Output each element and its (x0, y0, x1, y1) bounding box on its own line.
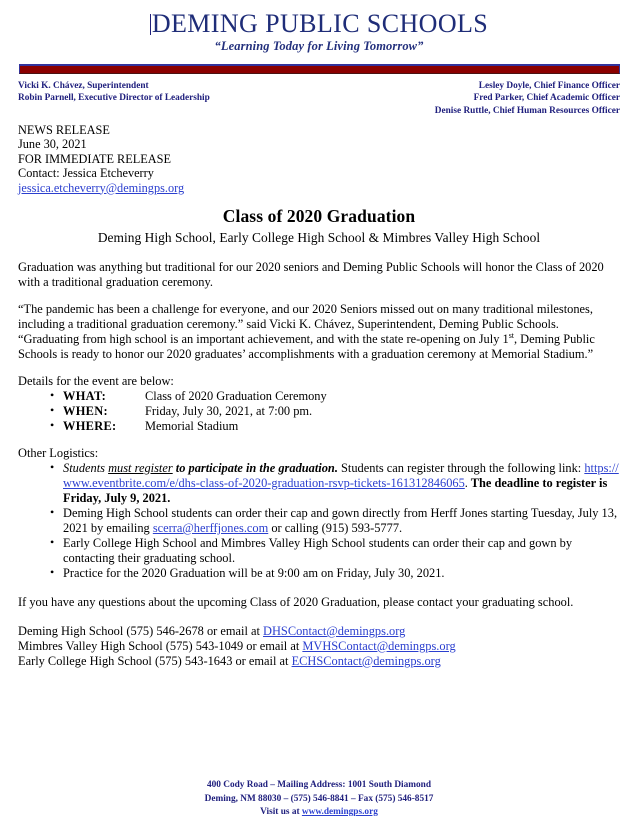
details-intro: Details for the event are below: (18, 373, 174, 388)
page-title: Class of 2020 Graduation (222, 205, 416, 226)
list-item: • Practice for the 2020 Graduation will be at 9:00 am on Friday, July 30, 2021. (50, 566, 620, 581)
list-item: • Early College High School and Mimbres Valley High School students can order their cap and gown by contacting their graduating school. (50, 536, 620, 566)
detail-key-where: • WHERE: (63, 418, 117, 433)
text-caret-icon (150, 14, 151, 35)
news-release-label: NEWS RELEASE (18, 123, 110, 137)
contact-line-dhs (18, 624, 620, 639)
echs-contact-email-link[interactable]: ECHSContact@demingps.org (291, 653, 441, 668)
page-subtitle: Deming High School, Early College High School & Mimbres Valley High School (97, 229, 541, 245)
detail-value-when: Friday, July 30, 2021, at 7:00 pm. (145, 403, 313, 418)
detail-value-where: Memorial Stadium (145, 418, 239, 433)
register-emphasis-underline: must register (108, 460, 173, 475)
footer-address-line-2: Deming, NM 88030 – (575) 546-8841 – Fax (575) 546-8517 (204, 793, 434, 804)
register-emphasis-tail: to participate in the graduation. (172, 460, 338, 475)
letterhead (0, 0, 638, 54)
quote-paragraph (18, 302, 620, 362)
release-contact-email-link[interactable]: jessica.etcheverry@demingps.org (18, 180, 185, 195)
detail-value-what: Class of 2020 Graduation Ceremony (145, 388, 327, 403)
school-contacts-list (18, 624, 620, 669)
contact-line-mvhs (18, 639, 620, 654)
contact-prefix-dhs: Deming High School (575) 546-2678 or email at (18, 623, 264, 638)
list-item (50, 461, 620, 506)
contact-line-echs (18, 654, 620, 669)
mvhs-contact-email-link[interactable]: MVHSContact@demingps.org (302, 638, 456, 653)
document-body (0, 123, 638, 669)
footer-visit-line (0, 806, 638, 819)
header-divider-bar (19, 64, 620, 74)
logistics-intro: Other Logistics: (18, 445, 99, 460)
officers-left-column (18, 80, 210, 118)
district-website-link[interactable]: www.demingps.org (301, 806, 378, 817)
release-meta (18, 123, 620, 195)
other-logistics-list (18, 461, 620, 581)
officer-exec-director-leadership: Robin Parnell, Executive Director of Leadership (18, 93, 210, 104)
organization-tagline: “Learning Today for Living Tomorrow” (214, 38, 424, 53)
list-item (50, 506, 620, 536)
event-details-list (18, 389, 620, 434)
organization-title-text: DEMING PUBLIC SCHOOLS (151, 9, 489, 38)
organization-title (150, 11, 488, 38)
cap-gown-dhs-text-b: or calling (915) 593-5777. (268, 520, 403, 535)
officer-chief-academic: Fred Parker, Chief Academic Officer (473, 93, 620, 104)
officers-right-column (435, 80, 620, 118)
cap-gown-dhs-text-a: Deming High School students can order their cap and gown directly from Herff Jones starting Tuesday, July 13, 2021 by emailing (63, 505, 618, 535)
list-item (50, 389, 620, 404)
for-immediate-release-label: FOR IMMEDIATE RELEASE (18, 151, 172, 166)
intro-paragraph: Graduation was anything but traditional for our 2020 seniors and Deming Public Schools will honor the Class of 2020 with a traditional graduation ceremony. (18, 259, 604, 289)
contact-prefix-echs: Early College High School (575) 543-1643 or email at (18, 653, 292, 668)
officer-chief-finance: Lesley Doyle, Chief Finance Officer (478, 80, 620, 91)
officer-superintendent: Vicki K. Chávez, Superintendent (18, 80, 149, 91)
eventbrite-registration-link[interactable]: https://www.eventbrite.com/e/dhs-class-of-2020-graduation-rsvp-tickets-161312846065 (63, 460, 619, 490)
quote-part-two: , Deming Public Schools is ready to honor our 2020 graduates’ accomplishments with a graduation ceremony at Memorial Stadium.” (18, 331, 595, 361)
footer-address-line-1: 400 Cody Road – Mailing Address: 1001 South Diamond (206, 780, 432, 791)
quote-part-one: “The pandemic has been a challenge for everyone, and our 2020 Seniors missed out on many traditional milestones, including a traditional graduation ceremony.” said Vicki K. Chávez, Superintendent, Deming Public Schools. “Graduating from high school is an important achievement, and with the state re-opening on July 1 (18, 301, 593, 346)
officers-block (0, 74, 638, 118)
release-date: June 30, 2021 (18, 137, 87, 152)
registration-deadline: The deadline to register is Friday, July 9, 2021. (63, 475, 608, 505)
dhs-contact-email-link[interactable]: DHSContact@demingps.org (263, 623, 406, 638)
contact-prefix-mvhs: Mimbres Valley High School (575) 543-1049 or email at (18, 638, 303, 653)
register-period: . (464, 475, 468, 490)
herff-jones-email-link[interactable]: scerra@herffjones.com (152, 520, 269, 535)
officer-chief-hr: Denise Ruttle, Chief Human Resources Officer (434, 106, 620, 117)
footer-visit-prefix: Visit us at (260, 806, 302, 817)
detail-key-when: • WHEN: (63, 403, 108, 418)
quote-ordinal-suffix: st (508, 330, 514, 340)
list-item (50, 419, 620, 434)
release-contact-name: Contact: Jessica Etcheverry (18, 166, 154, 181)
list-item (50, 404, 620, 419)
register-instructions: Students can register through the following link: (337, 460, 585, 475)
page-footer (0, 779, 638, 819)
questions-paragraph: If you have any questions about the upcoming Class of 2020 Graduation, please contact your graduating school. (18, 594, 574, 609)
register-emphasis-lead: Students (63, 460, 109, 475)
detail-key-what: • WHAT: (63, 388, 107, 403)
